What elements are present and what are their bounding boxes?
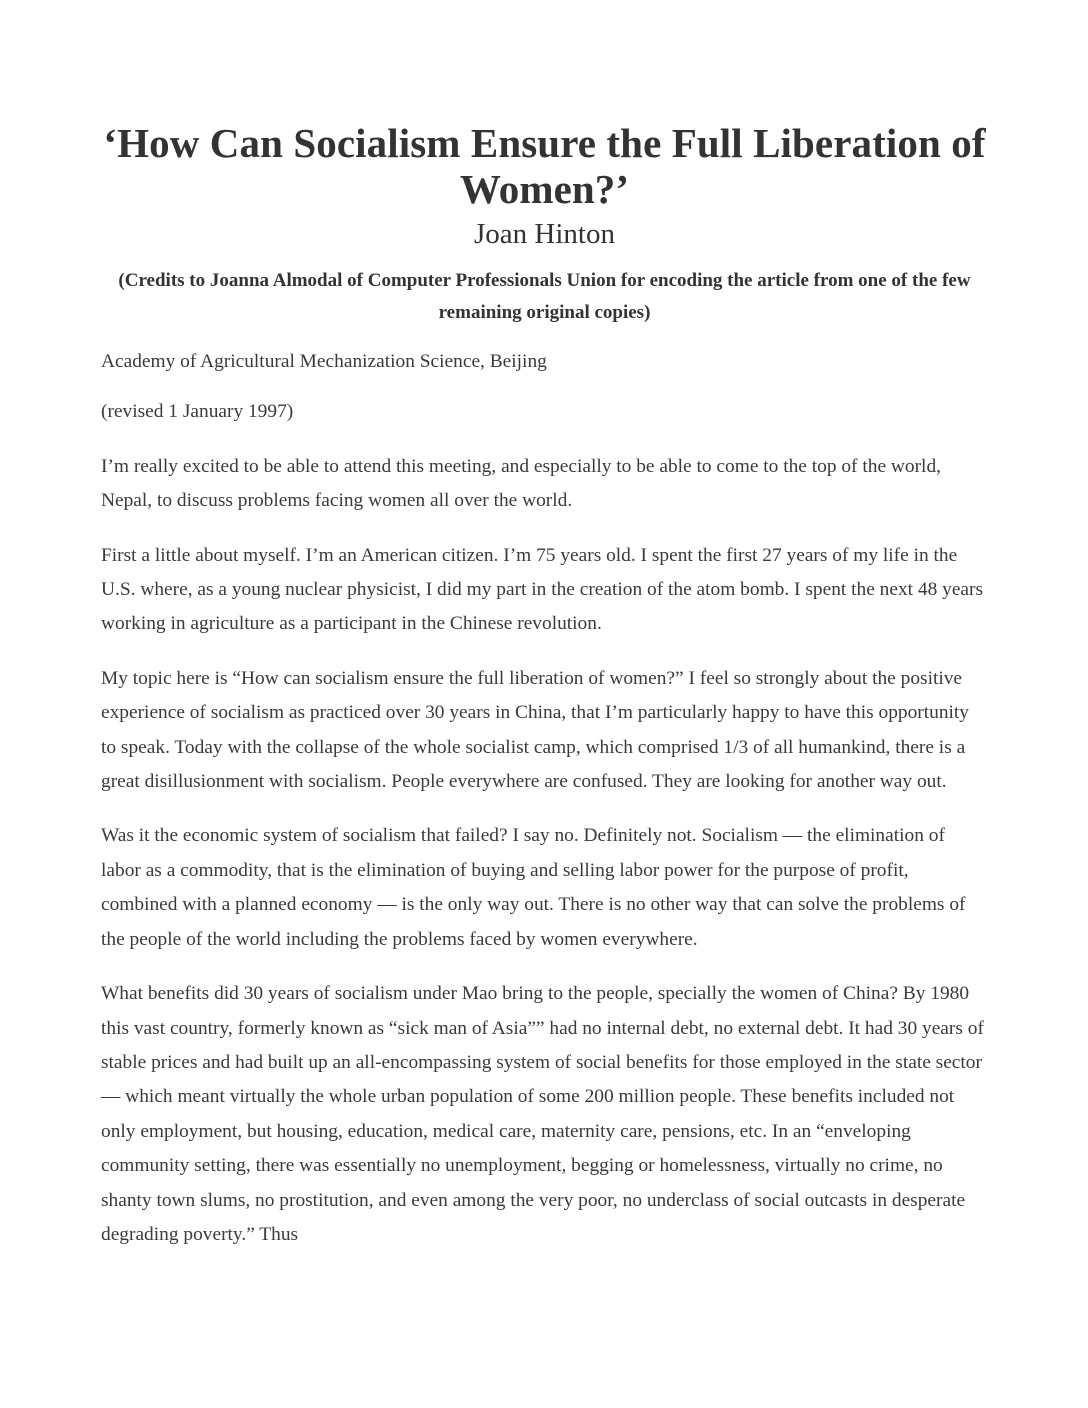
- author-name: Joan Hinton: [474, 218, 615, 250]
- paragraph-economic-system: Was it the economic system of socialism that failed? I say no. Definitely not. Socialism — the elimination of labor as a commodity, that is the elimination of buying and selling labor power for the purpose of profit, combined with a planned economy — is the only way out. There is no other way that can solve the problems of the people of the world including the problems faced by women everywhere.: [101, 825, 966, 950]
- document-title: ‘How Can Socialism Ensure the Full Liberation of Women?’: [103, 120, 986, 212]
- credits-note: (Credits to Joanna Almodal of Computer Professionals Union for encoding the article from one of the few remaining original copies): [118, 270, 971, 323]
- paragraph-intro: I’m really excited to be able to attend this meeting, and especially to be able to come to the top of the world, Nepal, to discuss problems facing women all over the world.: [101, 455, 941, 512]
- affiliation: Academy of Agricultural Mechanization Science, Beijing: [101, 351, 547, 372]
- paragraph-benefits: What benefits did 30 years of socialism under Mao bring to the people, specially the women of China? By 1980 this vast country, formerly known as “sick man of Asia”” had no internal debt, no external debt. It had 30 years of stable prices and had built up an all-encompassing system of social benefits for those employed in the state sector — which meant virtually the whole urban population of some 200 million people. These benefits included not only employment, but housing, education, medical care, maternity care, pensions, etc. In an “enveloping community setting, there was essentially no unemployment, begging or homelessness, virtually no crime, no shanty town slums, no prostitution, and even among the very poor, no underclass of social outcasts in desperate degrading poverty.” Thus: [101, 983, 984, 1245]
- paragraph-topic: My topic here is “How can socialism ensure the full liberation of women?” I feel so strongly about the positive experience of socialism as practiced over 30 years in China, that I’m particularly happy to have this opportunity to speak. Today with the collapse of the whole socialist camp, which comprised 1/3 of all humankind, there is a great disillusionment with socialism. People everywhere are confused. They are looking for another way out.: [101, 667, 969, 793]
- paragraph-about-author: First a little about myself. I’m an American citizen. I’m 75 years old. I spent the first 27 years of my life in the U.S. where, as a young nuclear physicist, I did my part in the creation of the atom bomb. I spent the next 48 years working in agriculture as a participant in the Chinese revolution.: [101, 544, 984, 635]
- revision-date: (revised 1 January 1997): [101, 401, 294, 423]
